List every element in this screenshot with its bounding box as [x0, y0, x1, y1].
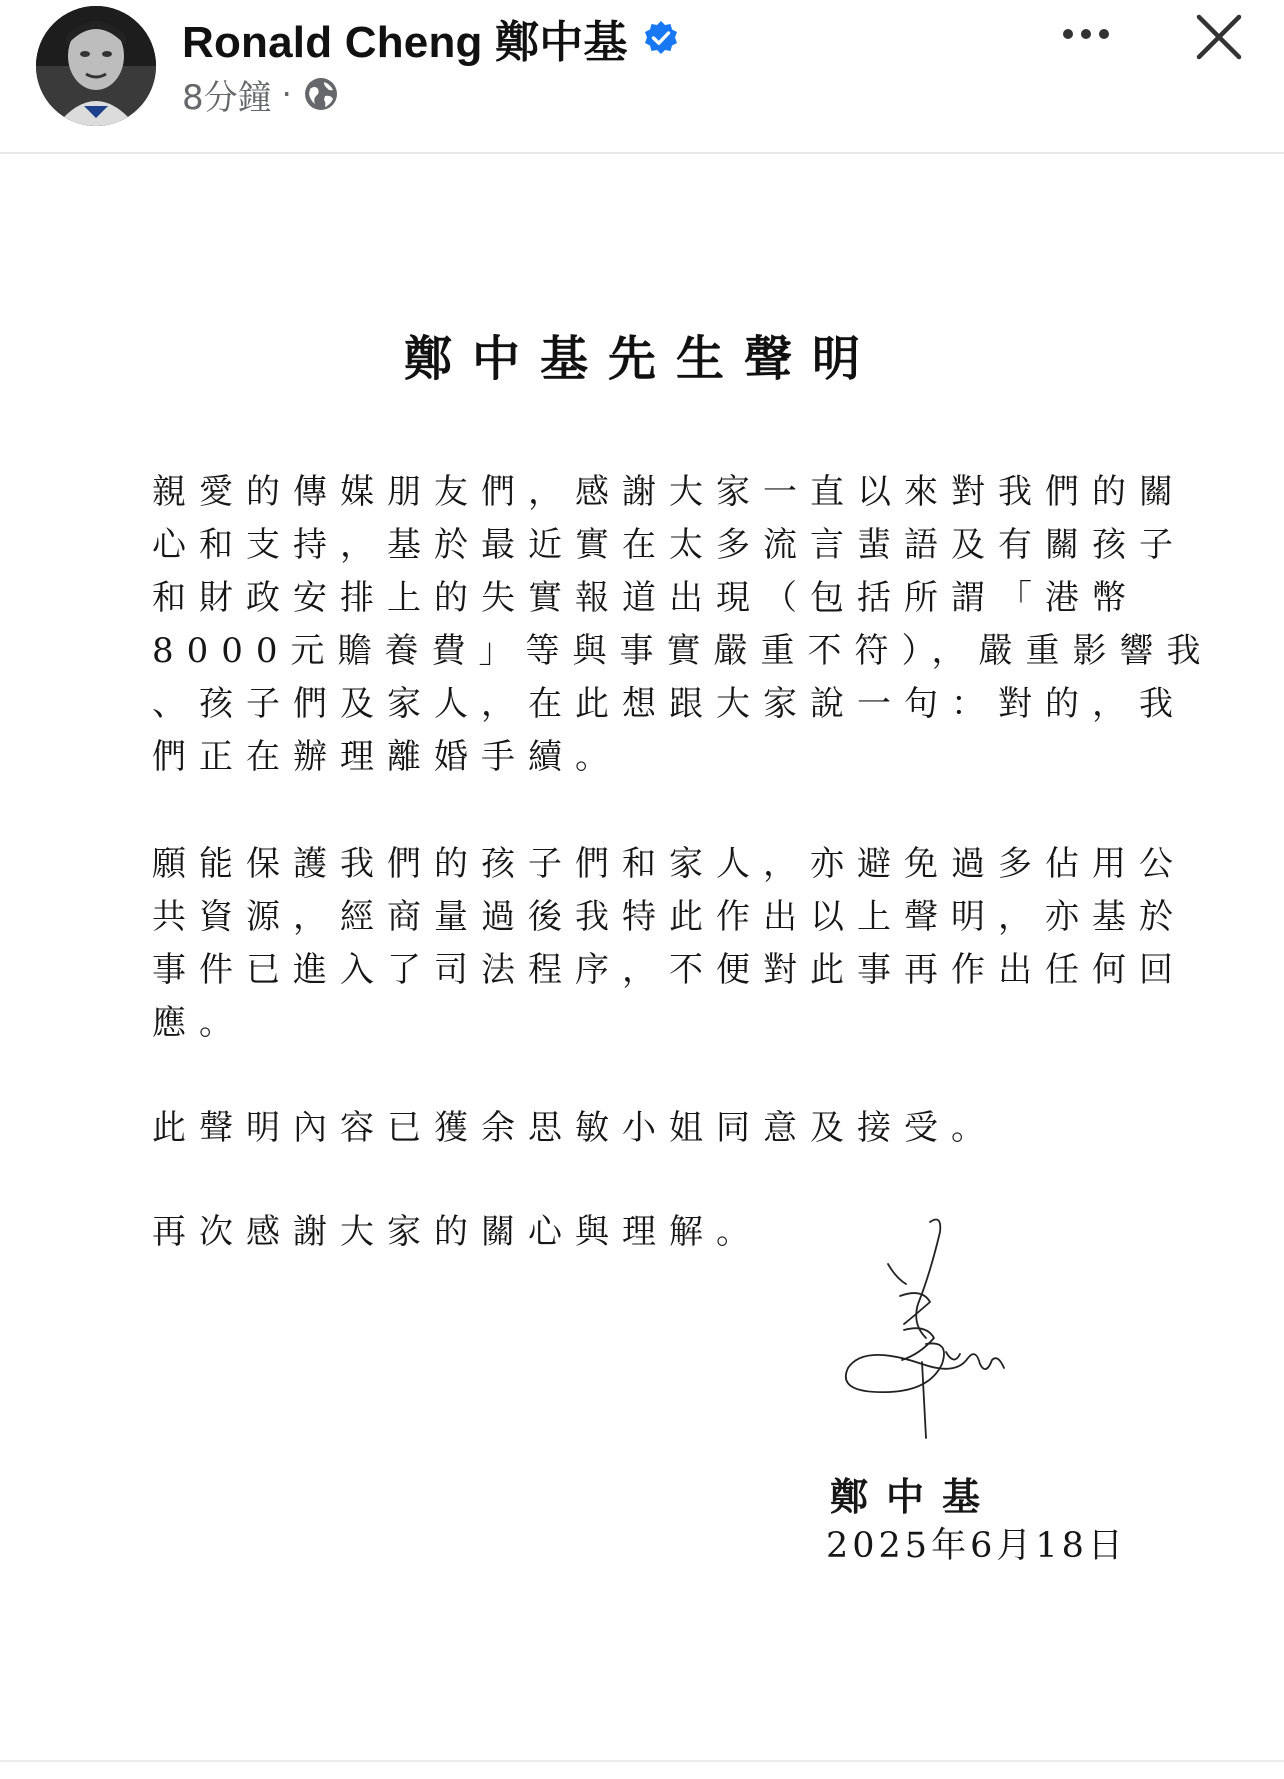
paragraph-line: 們正在辦理離婚手續。 [152, 737, 622, 777]
author-name-row [182, 12, 680, 67]
verified-badge-icon [642, 19, 680, 57]
more-options-icon[interactable] [1056, 14, 1116, 54]
post-header [0, 0, 1284, 152]
paragraph-line: 應。 [152, 1003, 246, 1043]
statement-paragraph-3 [152, 1102, 1142, 1155]
paragraph-line: 再次感謝大家的關心與理解。 [152, 1212, 763, 1252]
close-icon[interactable] [1190, 8, 1248, 66]
paragraph-line: 8000元贍養費」等與事實嚴重不符），嚴重影響我 [152, 631, 1214, 671]
avatar-portrait [36, 6, 156, 126]
avatar[interactable] [36, 6, 156, 126]
bottom-divider [0, 1760, 1284, 1762]
paragraph-line: 心和支持，基於最近實在太多流言蜚語及有關孩子 [152, 525, 1186, 565]
paragraph-line: 親愛的傳媒朋友們，感謝大家一直以來對我們的關 [152, 472, 1186, 512]
paragraph-line: 共資源，經商量過後我特此作出以上聲明，亦基於 [152, 897, 1186, 937]
statement-paragraph-1 [152, 466, 1214, 784]
post-timestamp[interactable]: 8分鐘 [182, 77, 272, 118]
paragraph-line: 此聲明內容已獲余思敏小姐同意及接受。 [152, 1108, 998, 1148]
statement-paragraph-2 [152, 838, 1186, 1050]
statement-date: 2025年6月18日 [826, 1526, 1127, 1566]
post-meta [182, 72, 340, 116]
paragraph-line: 願能保護我們的孩子們和家人，亦避免過多佔用公 [152, 844, 1186, 884]
paragraph-line: 、孩子們及家人，在此想跟大家說一句：對的，我 [152, 684, 1186, 724]
statement-document[interactable] [0, 154, 1284, 1754]
paragraph-line: 和財政安排上的失實報道出現（包括所謂「港幣 [152, 578, 1139, 618]
handwritten-signature [830, 1214, 1010, 1454]
globe-icon[interactable] [302, 75, 340, 113]
signatory-name: 鄭中基 [830, 1474, 999, 1519]
author-name[interactable]: Ronald Cheng 鄭中基 [182, 18, 628, 67]
meta-separator: · [281, 75, 292, 113]
statement-title: 鄭中基先生聲明 [403, 331, 880, 387]
paragraph-line: 事件已進入了司法程序，不便對此事再作出任何回 [152, 950, 1186, 990]
